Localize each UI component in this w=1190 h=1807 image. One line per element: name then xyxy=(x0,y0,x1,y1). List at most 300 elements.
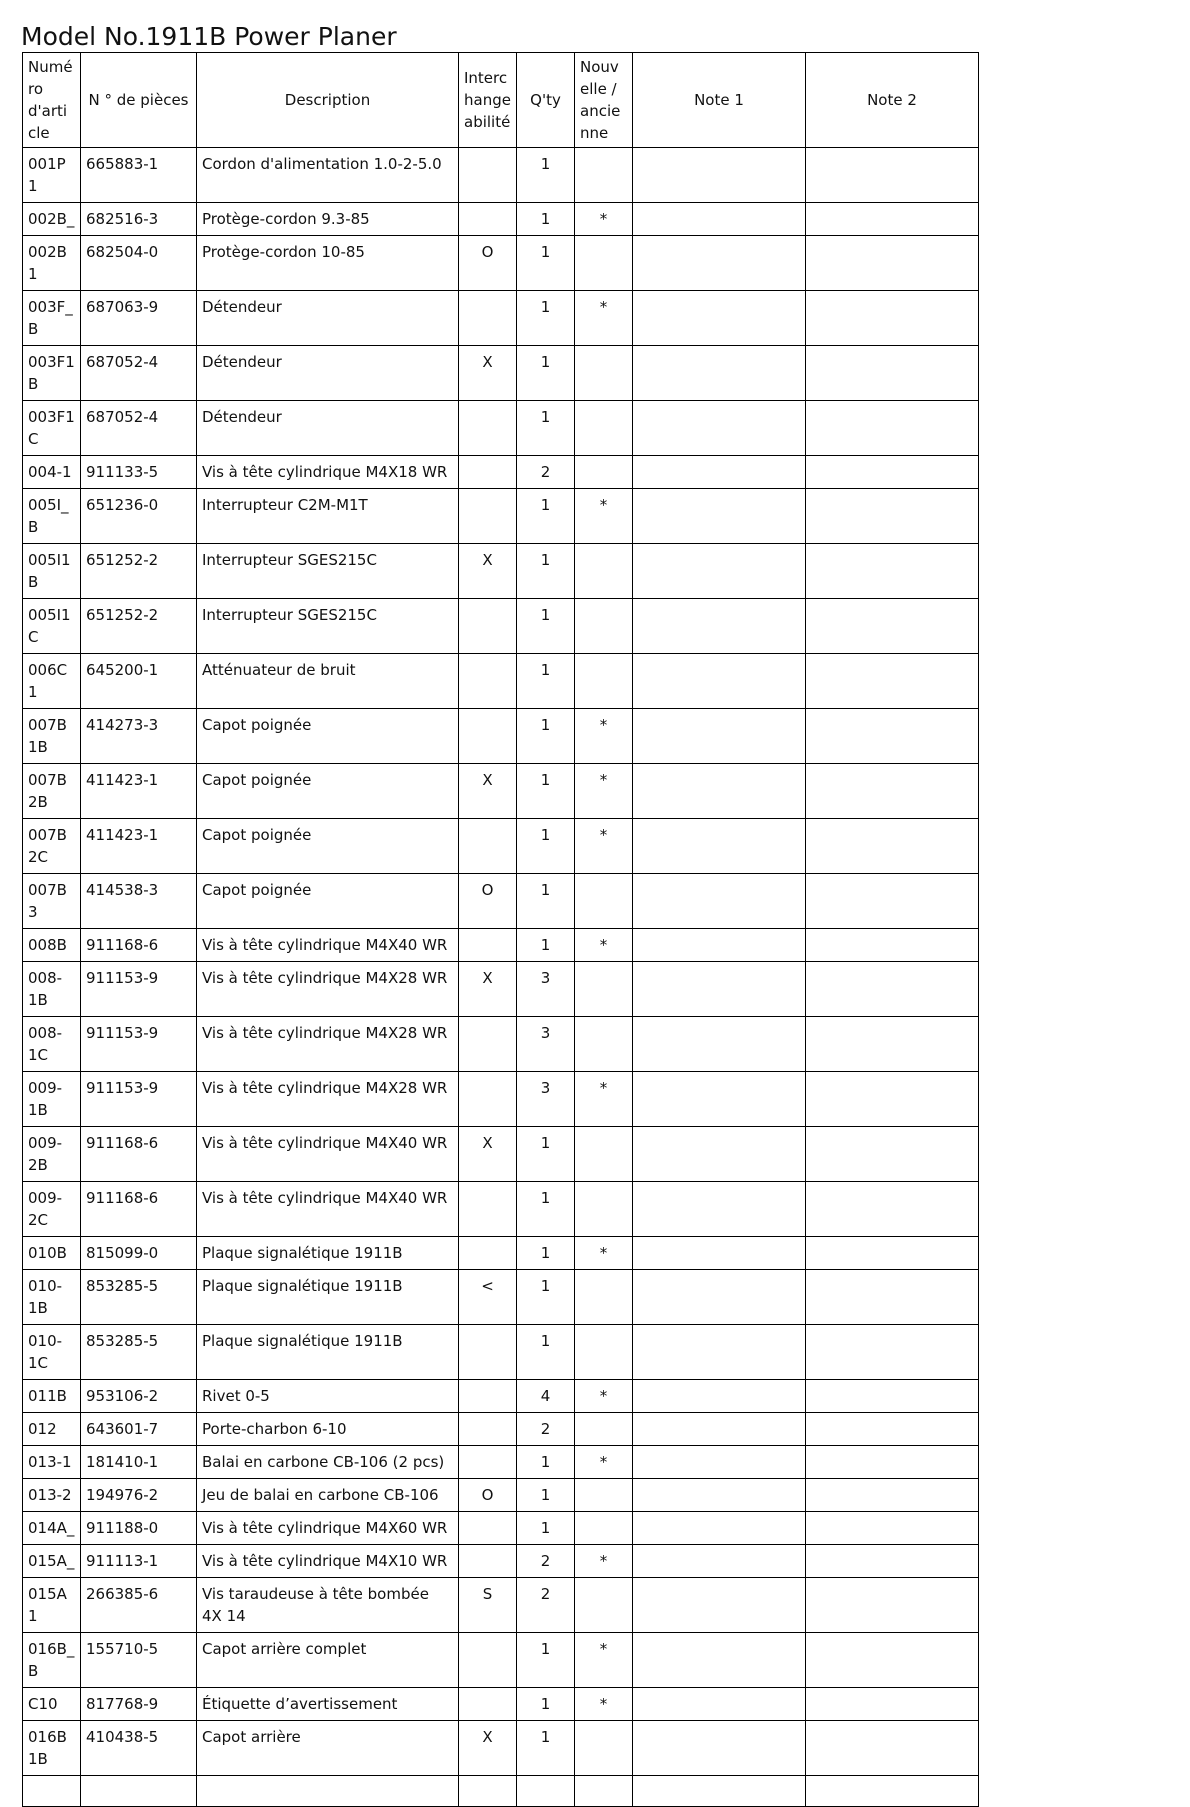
new-old-cell: * xyxy=(575,291,633,346)
note1-cell xyxy=(633,236,806,291)
interchangeability-cell: X xyxy=(459,1721,517,1776)
item-no-cell: 005I1C xyxy=(23,599,81,654)
col-description: Description xyxy=(197,53,459,148)
part-no-cell: 817768-9 xyxy=(81,1688,197,1721)
qty-cell: 1 xyxy=(517,1325,575,1380)
interchangeability-cell: O xyxy=(459,1479,517,1512)
note2-cell xyxy=(806,1380,979,1413)
table-row xyxy=(23,1776,979,1807)
table-row xyxy=(23,1182,979,1237)
part-no-cell: 911168-6 xyxy=(81,929,197,962)
new-old-cell: * xyxy=(575,929,633,962)
note1-cell xyxy=(633,1578,806,1633)
part-no-cell: 687052-4 xyxy=(81,401,197,456)
interchangeability-cell xyxy=(459,599,517,654)
interchangeability-cell xyxy=(459,489,517,544)
item-no-cell: 007B2C xyxy=(23,819,81,874)
interchangeability-cell xyxy=(459,709,517,764)
table-row xyxy=(23,599,979,654)
part-no-cell: 911153-9 xyxy=(81,1017,197,1072)
part-no-cell: 682504-0 xyxy=(81,236,197,291)
table-row xyxy=(23,1688,979,1721)
empty-cell xyxy=(197,1776,459,1807)
col-new-old: Nouvelle / ancienne xyxy=(575,53,633,148)
item-no-cell: 010-1B xyxy=(23,1270,81,1325)
new-old-cell xyxy=(575,1325,633,1380)
interchangeability-cell xyxy=(459,1413,517,1446)
table-row xyxy=(23,1446,979,1479)
description-cell: Vis taraudeuse à tête bombée 4X 14 xyxy=(197,1578,459,1633)
col-note1: Note 1 xyxy=(633,53,806,148)
part-no-cell: 911133-5 xyxy=(81,456,197,489)
note1-cell xyxy=(633,1072,806,1127)
note1-cell xyxy=(633,203,806,236)
description-cell: Détendeur xyxy=(197,291,459,346)
table-row xyxy=(23,1270,979,1325)
table-row xyxy=(23,1237,979,1270)
table-row xyxy=(23,1512,979,1545)
new-old-cell: * xyxy=(575,1380,633,1413)
description-cell: Atténuateur de bruit xyxy=(197,654,459,709)
table-row xyxy=(23,489,979,544)
description-cell: Jeu de balai en carbone CB-106 xyxy=(197,1479,459,1512)
interchangeability-cell xyxy=(459,1182,517,1237)
note1-cell xyxy=(633,1512,806,1545)
table-row xyxy=(23,1380,979,1413)
new-old-cell: * xyxy=(575,1688,633,1721)
item-no-cell: 002B_ xyxy=(23,203,81,236)
interchangeability-cell: X xyxy=(459,962,517,1017)
item-no-cell: 013-2 xyxy=(23,1479,81,1512)
new-old-cell: * xyxy=(575,1633,633,1688)
description-cell: Interrupteur SGES215C xyxy=(197,599,459,654)
new-old-cell xyxy=(575,1721,633,1776)
part-no-cell: 651252-2 xyxy=(81,544,197,599)
new-old-cell xyxy=(575,148,633,203)
note1-cell xyxy=(633,1127,806,1182)
qty-cell: 2 xyxy=(517,1545,575,1578)
interchangeability-cell: O xyxy=(459,236,517,291)
note2-cell xyxy=(806,599,979,654)
part-no-cell: 155710-5 xyxy=(81,1633,197,1688)
new-old-cell xyxy=(575,962,633,1017)
item-no-cell: 007B3 xyxy=(23,874,81,929)
table-row xyxy=(23,874,979,929)
item-no-cell: 012 xyxy=(23,1413,81,1446)
item-no-cell: 010B xyxy=(23,1237,81,1270)
note2-cell xyxy=(806,1545,979,1578)
part-no-cell: 687052-4 xyxy=(81,346,197,401)
note1-cell xyxy=(633,764,806,819)
description-cell: Plaque signalétique 1911B xyxy=(197,1325,459,1380)
new-old-cell xyxy=(575,874,633,929)
new-old-cell: * xyxy=(575,764,633,819)
item-no-cell: 007B2B xyxy=(23,764,81,819)
note1-cell xyxy=(633,544,806,599)
item-no-cell: 005I_B xyxy=(23,489,81,544)
note2-cell xyxy=(806,236,979,291)
table-row xyxy=(23,346,979,401)
description-cell: Vis à tête cylindrique M4X60 WR xyxy=(197,1512,459,1545)
part-no-cell: 911113-1 xyxy=(81,1545,197,1578)
note1-cell xyxy=(633,148,806,203)
description-cell: Détendeur xyxy=(197,346,459,401)
description-cell: Rivet 0-5 xyxy=(197,1380,459,1413)
note2-cell xyxy=(806,1182,979,1237)
empty-cell xyxy=(459,1776,517,1807)
part-no-cell: 643601-7 xyxy=(81,1413,197,1446)
interchangeability-cell xyxy=(459,819,517,874)
note2-cell xyxy=(806,709,979,764)
note1-cell xyxy=(633,1545,806,1578)
note2-cell xyxy=(806,1578,979,1633)
qty-cell: 1 xyxy=(517,764,575,819)
note2-cell xyxy=(806,962,979,1017)
note2-cell xyxy=(806,654,979,709)
note2-cell xyxy=(806,489,979,544)
item-no-cell: 014A_ xyxy=(23,1512,81,1545)
item-no-cell: 001P1 xyxy=(23,148,81,203)
new-old-cell xyxy=(575,456,633,489)
description-cell: Vis à tête cylindrique M4X40 WR xyxy=(197,1127,459,1182)
note1-cell xyxy=(633,874,806,929)
description-cell: Détendeur xyxy=(197,401,459,456)
new-old-cell xyxy=(575,1182,633,1237)
description-cell: Capot arrière complet xyxy=(197,1633,459,1688)
qty-cell: 1 xyxy=(517,203,575,236)
col-note2: Note 2 xyxy=(806,53,979,148)
note2-cell xyxy=(806,1633,979,1688)
qty-cell: 1 xyxy=(517,819,575,874)
new-old-cell: * xyxy=(575,709,633,764)
new-old-cell xyxy=(575,1578,633,1633)
note1-cell xyxy=(633,1721,806,1776)
qty-cell: 1 xyxy=(517,1512,575,1545)
part-no-cell: 687063-9 xyxy=(81,291,197,346)
interchangeability-cell xyxy=(459,1688,517,1721)
item-no-cell: 009-2C xyxy=(23,1182,81,1237)
description-cell: Plaque signalétique 1911B xyxy=(197,1270,459,1325)
note2-cell xyxy=(806,819,979,874)
qty-cell: 1 xyxy=(517,236,575,291)
page-title: Model No.1911B Power Planer xyxy=(21,22,397,51)
description-cell: Capot poignée xyxy=(197,709,459,764)
part-no-cell: 651236-0 xyxy=(81,489,197,544)
part-no-cell: 911153-9 xyxy=(81,1072,197,1127)
interchangeability-cell xyxy=(459,1237,517,1270)
table-row xyxy=(23,1325,979,1380)
table-row xyxy=(23,1545,979,1578)
note2-cell xyxy=(806,1479,979,1512)
item-no-cell: 005I1B xyxy=(23,544,81,599)
part-no-cell: 953106-2 xyxy=(81,1380,197,1413)
item-no-cell: 004-1 xyxy=(23,456,81,489)
qty-cell: 1 xyxy=(517,1446,575,1479)
note1-cell xyxy=(633,654,806,709)
item-no-cell: 016B_B xyxy=(23,1633,81,1688)
table-row xyxy=(23,1017,979,1072)
table-row xyxy=(23,1578,979,1633)
note2-cell xyxy=(806,1446,979,1479)
qty-cell: 1 xyxy=(517,654,575,709)
parts-table xyxy=(22,52,979,1807)
part-no-cell: 266385-6 xyxy=(81,1578,197,1633)
part-no-cell: 853285-5 xyxy=(81,1325,197,1380)
qty-cell: 3 xyxy=(517,1017,575,1072)
note2-cell xyxy=(806,456,979,489)
table-row xyxy=(23,764,979,819)
note2-cell xyxy=(806,401,979,456)
interchangeability-cell: X xyxy=(459,764,517,819)
interchangeability-cell xyxy=(459,1017,517,1072)
note2-cell xyxy=(806,1325,979,1380)
table-row xyxy=(23,291,979,346)
note1-cell xyxy=(633,346,806,401)
table-row xyxy=(23,819,979,874)
description-cell: Protège-cordon 10-85 xyxy=(197,236,459,291)
item-no-cell: C10 xyxy=(23,1688,81,1721)
table-body xyxy=(23,148,979,1807)
interchangeability-cell xyxy=(459,456,517,489)
note1-cell xyxy=(633,1633,806,1688)
note2-cell xyxy=(806,1688,979,1721)
qty-cell: 1 xyxy=(517,346,575,401)
description-cell: Vis à tête cylindrique M4X18 WR xyxy=(197,456,459,489)
item-no-cell: 007B1B xyxy=(23,709,81,764)
item-no-cell: 016B1B xyxy=(23,1721,81,1776)
qty-cell: 2 xyxy=(517,1413,575,1446)
new-old-cell xyxy=(575,1270,633,1325)
interchangeability-cell xyxy=(459,1325,517,1380)
interchangeability-cell xyxy=(459,1072,517,1127)
qty-cell: 1 xyxy=(517,1688,575,1721)
item-no-cell: 008-1C xyxy=(23,1017,81,1072)
new-old-cell xyxy=(575,1413,633,1446)
description-cell: Capot poignée xyxy=(197,764,459,819)
item-no-cell: 009-1B xyxy=(23,1072,81,1127)
part-no-cell: 665883-1 xyxy=(81,148,197,203)
qty-cell: 1 xyxy=(517,874,575,929)
new-old-cell xyxy=(575,401,633,456)
description-cell: Capot poignée xyxy=(197,819,459,874)
note1-cell xyxy=(633,1325,806,1380)
description-cell: Vis à tête cylindrique M4X40 WR xyxy=(197,1182,459,1237)
note2-cell xyxy=(806,203,979,236)
new-old-cell xyxy=(575,1127,633,1182)
note2-cell xyxy=(806,346,979,401)
qty-cell: 1 xyxy=(517,489,575,544)
note1-cell xyxy=(633,291,806,346)
interchangeability-cell: < xyxy=(459,1270,517,1325)
new-old-cell xyxy=(575,1017,633,1072)
description-cell: Vis à tête cylindrique M4X28 WR xyxy=(197,1017,459,1072)
qty-cell: 1 xyxy=(517,1127,575,1182)
table-row xyxy=(23,709,979,764)
interchangeability-cell xyxy=(459,1446,517,1479)
item-no-cell: 013-1 xyxy=(23,1446,81,1479)
table-row xyxy=(23,1072,979,1127)
table-row xyxy=(23,544,979,599)
qty-cell: 1 xyxy=(517,929,575,962)
qty-cell: 1 xyxy=(517,1182,575,1237)
description-cell: Balai en carbone CB-106 (2 pcs) xyxy=(197,1446,459,1479)
table-row xyxy=(23,654,979,709)
table-row xyxy=(23,456,979,489)
table-row xyxy=(23,203,979,236)
table-row xyxy=(23,401,979,456)
qty-cell: 1 xyxy=(517,599,575,654)
new-old-cell xyxy=(575,654,633,709)
description-cell: Vis à tête cylindrique M4X28 WR xyxy=(197,962,459,1017)
note1-cell xyxy=(633,929,806,962)
qty-cell: 1 xyxy=(517,1721,575,1776)
part-no-cell: 911188-0 xyxy=(81,1512,197,1545)
description-cell: Vis à tête cylindrique M4X28 WR xyxy=(197,1072,459,1127)
item-no-cell: 010-1C xyxy=(23,1325,81,1380)
interchangeability-cell xyxy=(459,1512,517,1545)
note1-cell xyxy=(633,709,806,764)
table-row xyxy=(23,1127,979,1182)
qty-cell: 1 xyxy=(517,1633,575,1688)
item-no-cell: 003F1B xyxy=(23,346,81,401)
part-no-cell: 815099-0 xyxy=(81,1237,197,1270)
empty-cell xyxy=(633,1776,806,1807)
note1-cell xyxy=(633,1270,806,1325)
description-cell: Capot poignée xyxy=(197,874,459,929)
note1-cell xyxy=(633,1479,806,1512)
table-row xyxy=(23,1633,979,1688)
table-row xyxy=(23,1479,979,1512)
new-old-cell: * xyxy=(575,1446,633,1479)
note2-cell xyxy=(806,544,979,599)
description-cell: Cordon d'alimentation 1.0-2-5.0 xyxy=(197,148,459,203)
new-old-cell: * xyxy=(575,1237,633,1270)
interchangeability-cell: X xyxy=(459,346,517,401)
new-old-cell: * xyxy=(575,1072,633,1127)
new-old-cell xyxy=(575,1479,633,1512)
part-no-cell: 181410-1 xyxy=(81,1446,197,1479)
description-cell: Interrupteur SGES215C xyxy=(197,544,459,599)
part-no-cell: 414538-3 xyxy=(81,874,197,929)
part-no-cell: 911168-6 xyxy=(81,1127,197,1182)
note1-cell xyxy=(633,456,806,489)
part-no-cell: 853285-5 xyxy=(81,1270,197,1325)
part-no-cell: 194976-2 xyxy=(81,1479,197,1512)
note2-cell xyxy=(806,1237,979,1270)
item-no-cell: 009-2B xyxy=(23,1127,81,1182)
new-old-cell: * xyxy=(575,819,633,874)
new-old-cell xyxy=(575,346,633,401)
item-no-cell: 003F1C xyxy=(23,401,81,456)
item-no-cell: 002B1 xyxy=(23,236,81,291)
col-item-no: Numéro d'article xyxy=(23,53,81,148)
description-cell: Porte-charbon 6-10 xyxy=(197,1413,459,1446)
part-no-cell: 411423-1 xyxy=(81,819,197,874)
new-old-cell: * xyxy=(575,489,633,544)
interchangeability-cell xyxy=(459,203,517,236)
qty-cell: 1 xyxy=(517,709,575,764)
note1-cell xyxy=(633,1413,806,1446)
note2-cell xyxy=(806,929,979,962)
description-cell: Plaque signalétique 1911B xyxy=(197,1237,459,1270)
table-row xyxy=(23,1721,979,1776)
qty-cell: 3 xyxy=(517,1072,575,1127)
empty-cell xyxy=(517,1776,575,1807)
note2-cell xyxy=(806,1072,979,1127)
qty-cell: 4 xyxy=(517,1380,575,1413)
description-cell: Vis à tête cylindrique M4X40 WR xyxy=(197,929,459,962)
note2-cell xyxy=(806,1512,979,1545)
table-row xyxy=(23,148,979,203)
description-cell: Capot arrière xyxy=(197,1721,459,1776)
new-old-cell xyxy=(575,599,633,654)
empty-cell xyxy=(23,1776,81,1807)
interchangeability-cell xyxy=(459,291,517,346)
part-no-cell: 911153-9 xyxy=(81,962,197,1017)
description-cell: Protège-cordon 9.3-85 xyxy=(197,203,459,236)
empty-cell xyxy=(81,1776,197,1807)
new-old-cell xyxy=(575,544,633,599)
interchangeability-cell: O xyxy=(459,874,517,929)
empty-cell xyxy=(575,1776,633,1807)
qty-cell: 2 xyxy=(517,1578,575,1633)
qty-cell: 1 xyxy=(517,291,575,346)
interchangeability-cell: X xyxy=(459,544,517,599)
interchangeability-cell xyxy=(459,1380,517,1413)
interchangeability-cell xyxy=(459,1633,517,1688)
interchangeability-cell xyxy=(459,401,517,456)
part-no-cell: 410438-5 xyxy=(81,1721,197,1776)
note1-cell xyxy=(633,599,806,654)
note1-cell xyxy=(633,1182,806,1237)
note2-cell xyxy=(806,764,979,819)
description-cell: Interrupteur C2M-M1T xyxy=(197,489,459,544)
part-no-cell: 911168-6 xyxy=(81,1182,197,1237)
empty-cell xyxy=(806,1776,979,1807)
item-no-cell: 015A1 xyxy=(23,1578,81,1633)
table-row xyxy=(23,929,979,962)
col-part-no: N ° de pièces xyxy=(81,53,197,148)
note1-cell xyxy=(633,401,806,456)
part-no-cell: 651252-2 xyxy=(81,599,197,654)
note1-cell xyxy=(633,819,806,874)
qty-cell: 2 xyxy=(517,456,575,489)
interchangeability-cell xyxy=(459,1545,517,1578)
qty-cell: 1 xyxy=(517,148,575,203)
note2-cell xyxy=(806,874,979,929)
item-no-cell: 003F_B xyxy=(23,291,81,346)
note2-cell xyxy=(806,1127,979,1182)
note2-cell xyxy=(806,1721,979,1776)
note2-cell xyxy=(806,1413,979,1446)
note1-cell xyxy=(633,1446,806,1479)
note2-cell xyxy=(806,1017,979,1072)
interchangeability-cell xyxy=(459,654,517,709)
qty-cell: 3 xyxy=(517,962,575,1017)
new-old-cell xyxy=(575,236,633,291)
note1-cell xyxy=(633,1380,806,1413)
part-no-cell: 682516-3 xyxy=(81,203,197,236)
item-no-cell: 008-1B xyxy=(23,962,81,1017)
note1-cell xyxy=(633,1017,806,1072)
interchangeability-cell xyxy=(459,929,517,962)
interchangeability-cell xyxy=(459,148,517,203)
item-no-cell: 015A_ xyxy=(23,1545,81,1578)
qty-cell: 1 xyxy=(517,1237,575,1270)
qty-cell: 1 xyxy=(517,1270,575,1325)
note1-cell xyxy=(633,1237,806,1270)
qty-cell: 1 xyxy=(517,544,575,599)
